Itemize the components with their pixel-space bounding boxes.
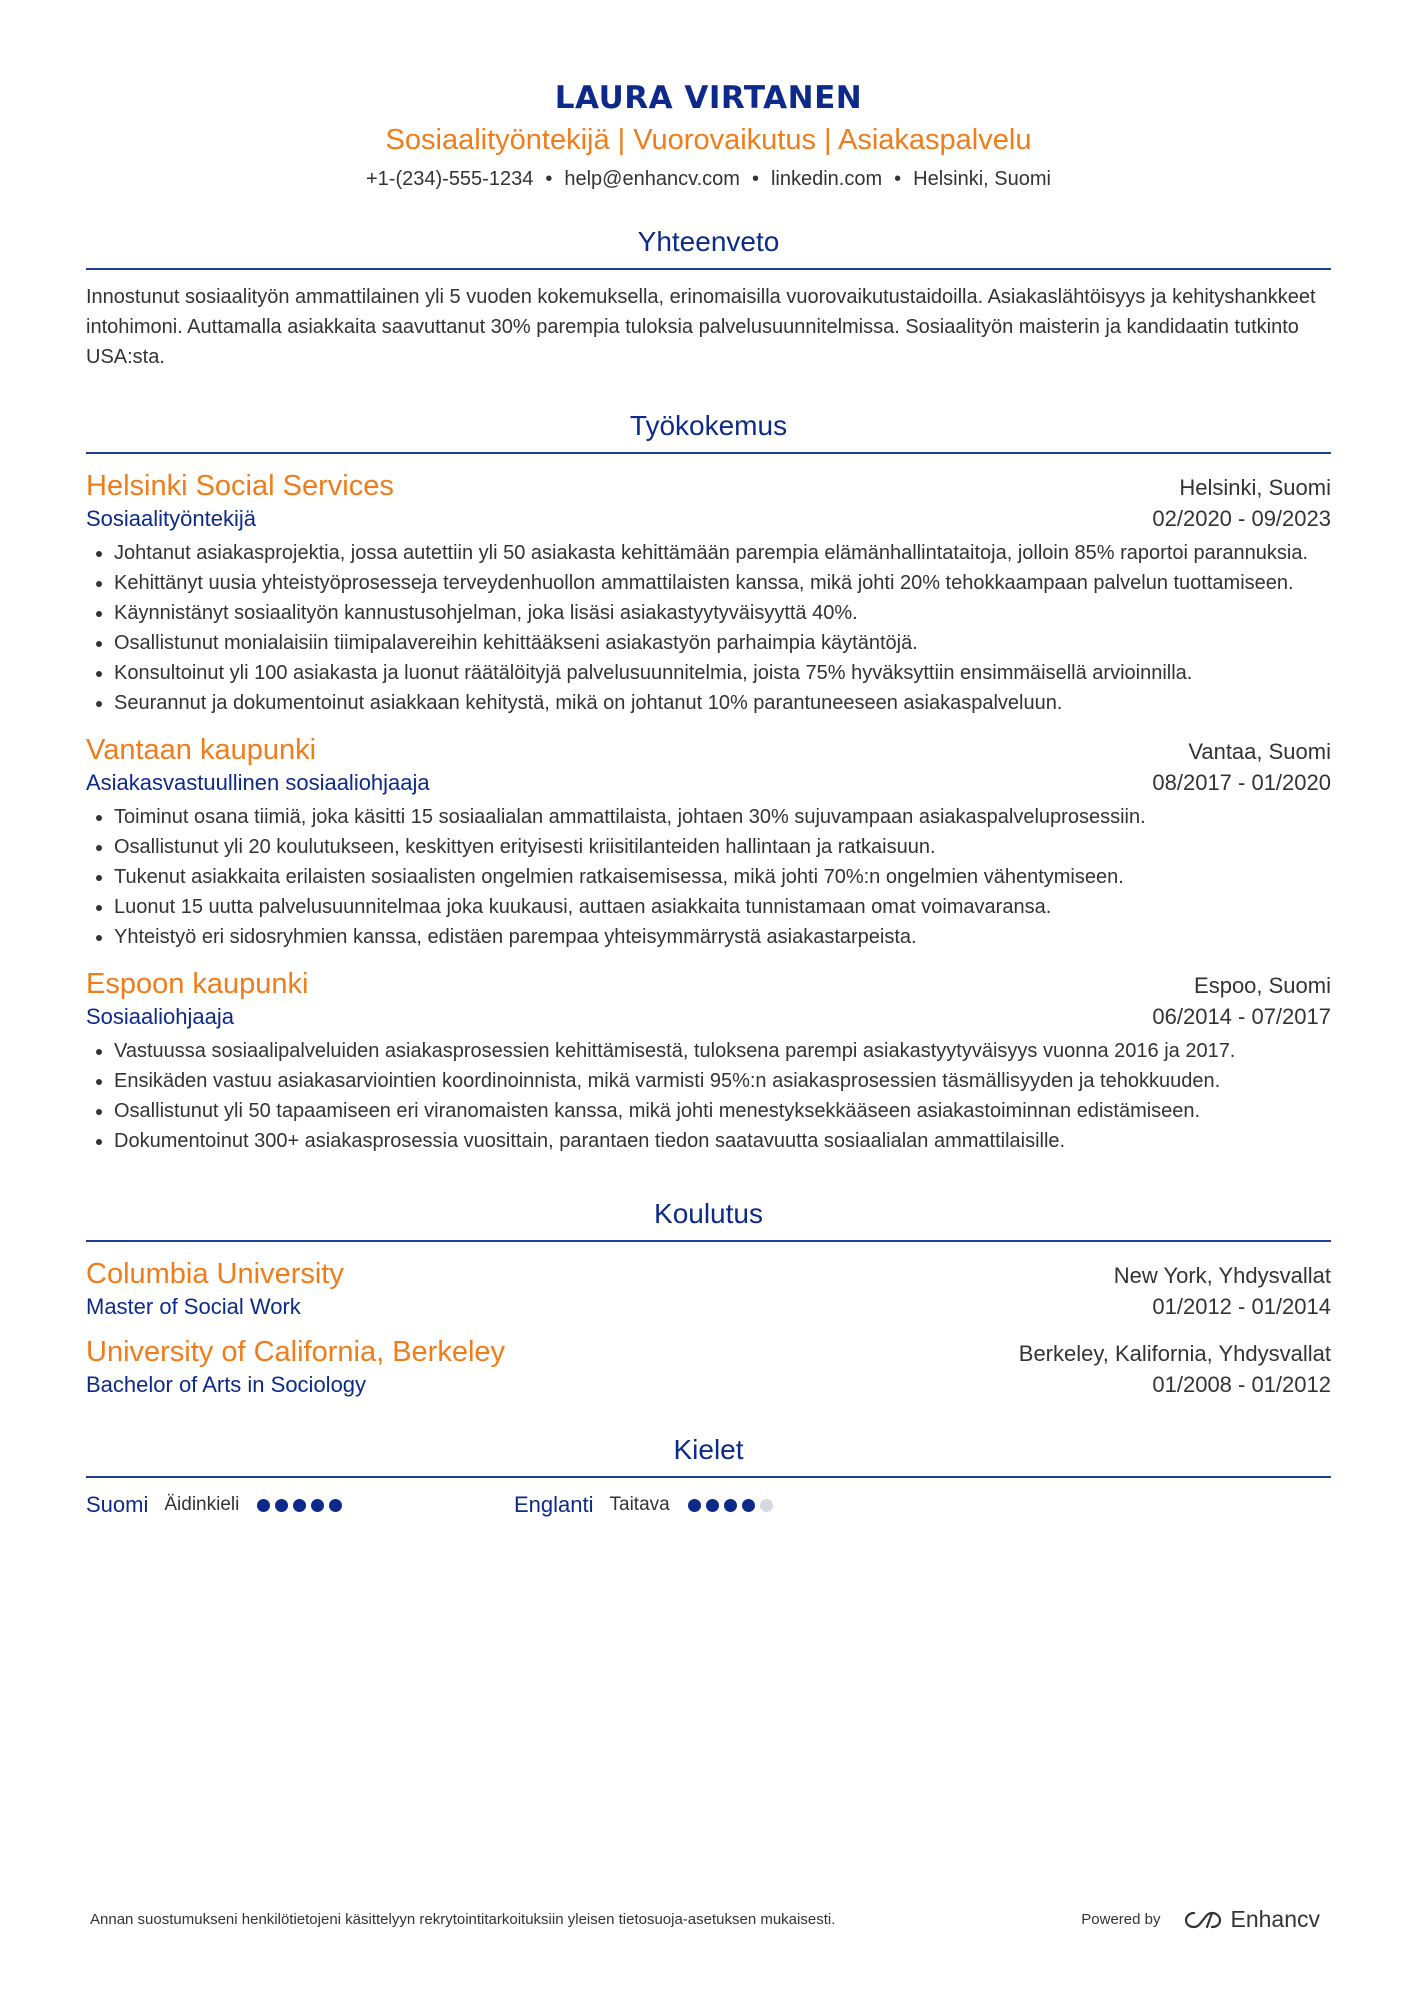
education-degree: Bachelor of Arts in Sociology [86, 1372, 367, 1397]
job-bullet: • Käynnistänyt sosiaalityön kannustusohjelman, joka lisäsi asiakastyytyväisyyttä 40%. [114, 598, 1331, 628]
job-bullet: • Yhteistyö eri sidosryhmien kanssa, edistäen parempaa yhteisymmärrystä asiakastarpeista. [114, 922, 1331, 952]
job-dates: 02/2020 - 09/2023 [1152, 506, 1331, 531]
contact-linkedin[interactable]: linkedin.com [770, 168, 883, 190]
contact-phone: +1-(234)-555-1234 [366, 168, 534, 190]
job-bullet: • Osallistunut yli 50 tapaamiseen eri viranomaisten kanssa, mikä johti menestyksekkääseen asiakastoiminnan edistämiseen. [114, 1096, 1331, 1126]
separator-dot: • [751, 168, 759, 190]
rating-dot-filled [275, 1499, 288, 1512]
candidate-name: LAURA VIRTANEN [554, 80, 863, 116]
experience-title: Työkokemus [86, 408, 1331, 454]
rating-dot-filled [311, 1499, 324, 1512]
job-entry [86, 468, 1331, 718]
education-dates: 01/2012 - 01/2014 [1152, 1294, 1331, 1319]
job-bullet: • Kehittänyt uusia yhteistyöprosesseja terveydenhuollon ammattilaisten kanssa, mikä johti 20% tehokkaampaan palvelun tuottamiseen. [114, 568, 1331, 598]
rating-dot-filled [724, 1499, 737, 1512]
languages-list [86, 1492, 1331, 1518]
job-company: Vantaan kaupunki [86, 734, 317, 766]
rating-dot-empty [760, 1499, 773, 1512]
education-dates: 01/2008 - 01/2012 [1152, 1372, 1331, 1397]
consent-text: Annan suostumukseni henkilötietojeni käsittelyyn rekrytointitarkoituksiin yleisen tietosuoja-asetuksen mukaisesti. [90, 1911, 836, 1928]
education-location: Berkeley, Kalifornia, Yhdysvallat [1018, 1341, 1331, 1366]
language-item [86, 1492, 514, 1518]
job-bullet: • Toiminut osana tiimiä, joka käsitti 15 sosiaalialan ammattilaista, johtaen 30% sujuvampaan asiakaspalveluprosessiin. [114, 802, 1331, 832]
language-rating [257, 1499, 342, 1512]
job-bullet: • Osallistunut monialaisiin tiimipalavereihin kehittääkseni asiakastyön parhaimpia käytäntöjä. [114, 628, 1331, 658]
rating-dot-filled [706, 1499, 719, 1512]
summary-text: Innostunut sosiaalityön ammattilainen yli 5 vuoden kokemuksella, erinomaisilla vuorovaikutustaidoilla. Asiakaslähtöisyys ja kehityshankkeet intohimoni. Auttamalla asiakkaita saavuttanut 30% parempia tuloksia palvelusuunnitelmissa. Sosiaalityön maisterin ja kandidaatin tutkinto USA:sta. [86, 286, 1316, 368]
education-location: New York, Yhdysvallat [1113, 1263, 1331, 1288]
rating-dot-filled [293, 1499, 306, 1512]
job-bullet: • Seurannut ja dokumentoinut asiakkaan kehitystä, mikä on johtanut 10% parantuneeseen asiakaspalveluun. [114, 688, 1331, 718]
language-level: Äidinkieli [164, 1494, 240, 1515]
separator-dot: • [545, 168, 553, 190]
job-bullet: • Tukenut asiakkaita erilaisten sosiaalisten ongelmien ratkaisemisessa, mikä johti 70%:n ongelmien vähentymiseen. [114, 862, 1331, 892]
education-section [86, 1196, 1331, 1398]
brand-logo[interactable] [1184, 1906, 1320, 1933]
education-title: Koulutus [86, 1196, 1331, 1242]
job-dates: 06/2014 - 07/2017 [1152, 1004, 1331, 1029]
contact-line [86, 166, 1331, 192]
job-role: Sosiaalityöntekijä [86, 506, 256, 531]
job-dates: 08/2017 - 01/2020 [1152, 770, 1331, 795]
job-location: Espoo, Suomi [1194, 973, 1331, 998]
education-school: University of California, Berkeley [86, 1336, 506, 1368]
rating-dot-filled [688, 1499, 701, 1512]
education-entry [86, 1334, 1331, 1398]
resume-header [86, 0, 1331, 192]
powered-by [1081, 1906, 1320, 1933]
job-company: Helsinki Social Services [86, 470, 394, 502]
job-bullets [86, 538, 1331, 718]
job-bullet: • Luonut 15 uutta palvelusuunnitelmaa joka kuukausi, auttaen asiakkaita tunnistamaan omat voimavaransa. [114, 892, 1331, 922]
rating-dot-filled [257, 1499, 270, 1512]
education-entry [86, 1256, 1331, 1320]
job-entry [86, 732, 1331, 952]
education-degree: Master of Social Work [86, 1294, 301, 1319]
job-role: Asiakasvastuullinen sosiaaliohjaaja [86, 770, 430, 795]
summary-section [86, 224, 1331, 372]
candidate-tagline: Sosiaalityöntekijä | Vuorovaikutus | Asiakaspalvelu [385, 124, 1032, 156]
job-bullets [86, 1036, 1331, 1156]
language-rating [688, 1499, 773, 1512]
contact-location: Helsinki, Suomi [913, 168, 1051, 190]
languages-title: Kielet [86, 1432, 1331, 1478]
separator-dot: • [894, 168, 902, 190]
job-location: Vantaa, Suomi [1188, 739, 1331, 764]
rating-dot-filled [329, 1499, 342, 1512]
education-school: Columbia University [86, 1258, 344, 1290]
page-footer [90, 1906, 1320, 1933]
job-location: Helsinki, Suomi [1179, 475, 1331, 500]
job-bullet: • Ensikäden vastuu asiakasarviointien koordinoinnista, mikä varmisti 95%:n asiakasprosessien täsmällisyyden ja tehokkuuden. [114, 1066, 1331, 1096]
job-bullet: • Johtanut asiakasprojektia, jossa autettiin yli 50 asiakasta kehittämään parempia elämänhallintataitoja, jolloin 85% raportoi parannuksia. [114, 538, 1331, 568]
job-bullet: • Dokumentoinut 300+ asiakasprosessia vuosittain, parantaen tiedon saatavuutta sosiaalialan ammattilaisille. [114, 1126, 1331, 1156]
contact-email[interactable]: help@enhancv.com [564, 168, 740, 190]
job-bullet: • Osallistunut yli 20 koulutukseen, keskittyen erityisesti kriisitilanteiden hallintaan ja ratkaisuun. [114, 832, 1331, 862]
brand-name: Enhancv [1230, 1906, 1320, 1932]
language-name: Englanti [514, 1492, 594, 1517]
job-company: Espoon kaupunki [86, 968, 309, 1000]
job-role: Sosiaaliohjaaja [86, 1004, 234, 1029]
languages-section [86, 1432, 1331, 1518]
job-bullets [86, 802, 1331, 952]
enhancv-logo-icon [1184, 1909, 1222, 1931]
language-item [514, 1492, 942, 1518]
job-entry [86, 966, 1331, 1156]
language-level: Taitava [609, 1494, 670, 1515]
language-name: Suomi [86, 1492, 149, 1517]
summary-title: Yhteenveto [86, 224, 1331, 270]
resume-page [86, 0, 1331, 1518]
experience-section [86, 408, 1331, 1156]
job-bullet: • Konsultoinut yli 100 asiakasta ja luonut räätälöityjä palvelusuunnitelmia, joista 75% hyväksyttiin ensimmäisellä arvioinnilla. [114, 658, 1331, 688]
job-bullet: • Vastuussa sosiaalipalveluiden asiakasprosessien kehittämisestä, tuloksena parempi asiakastyytyväisyys vuonna 2016 ja 2017. [114, 1036, 1331, 1066]
rating-dot-filled [742, 1499, 755, 1512]
powered-by-label: Powered by [1081, 1911, 1161, 1928]
